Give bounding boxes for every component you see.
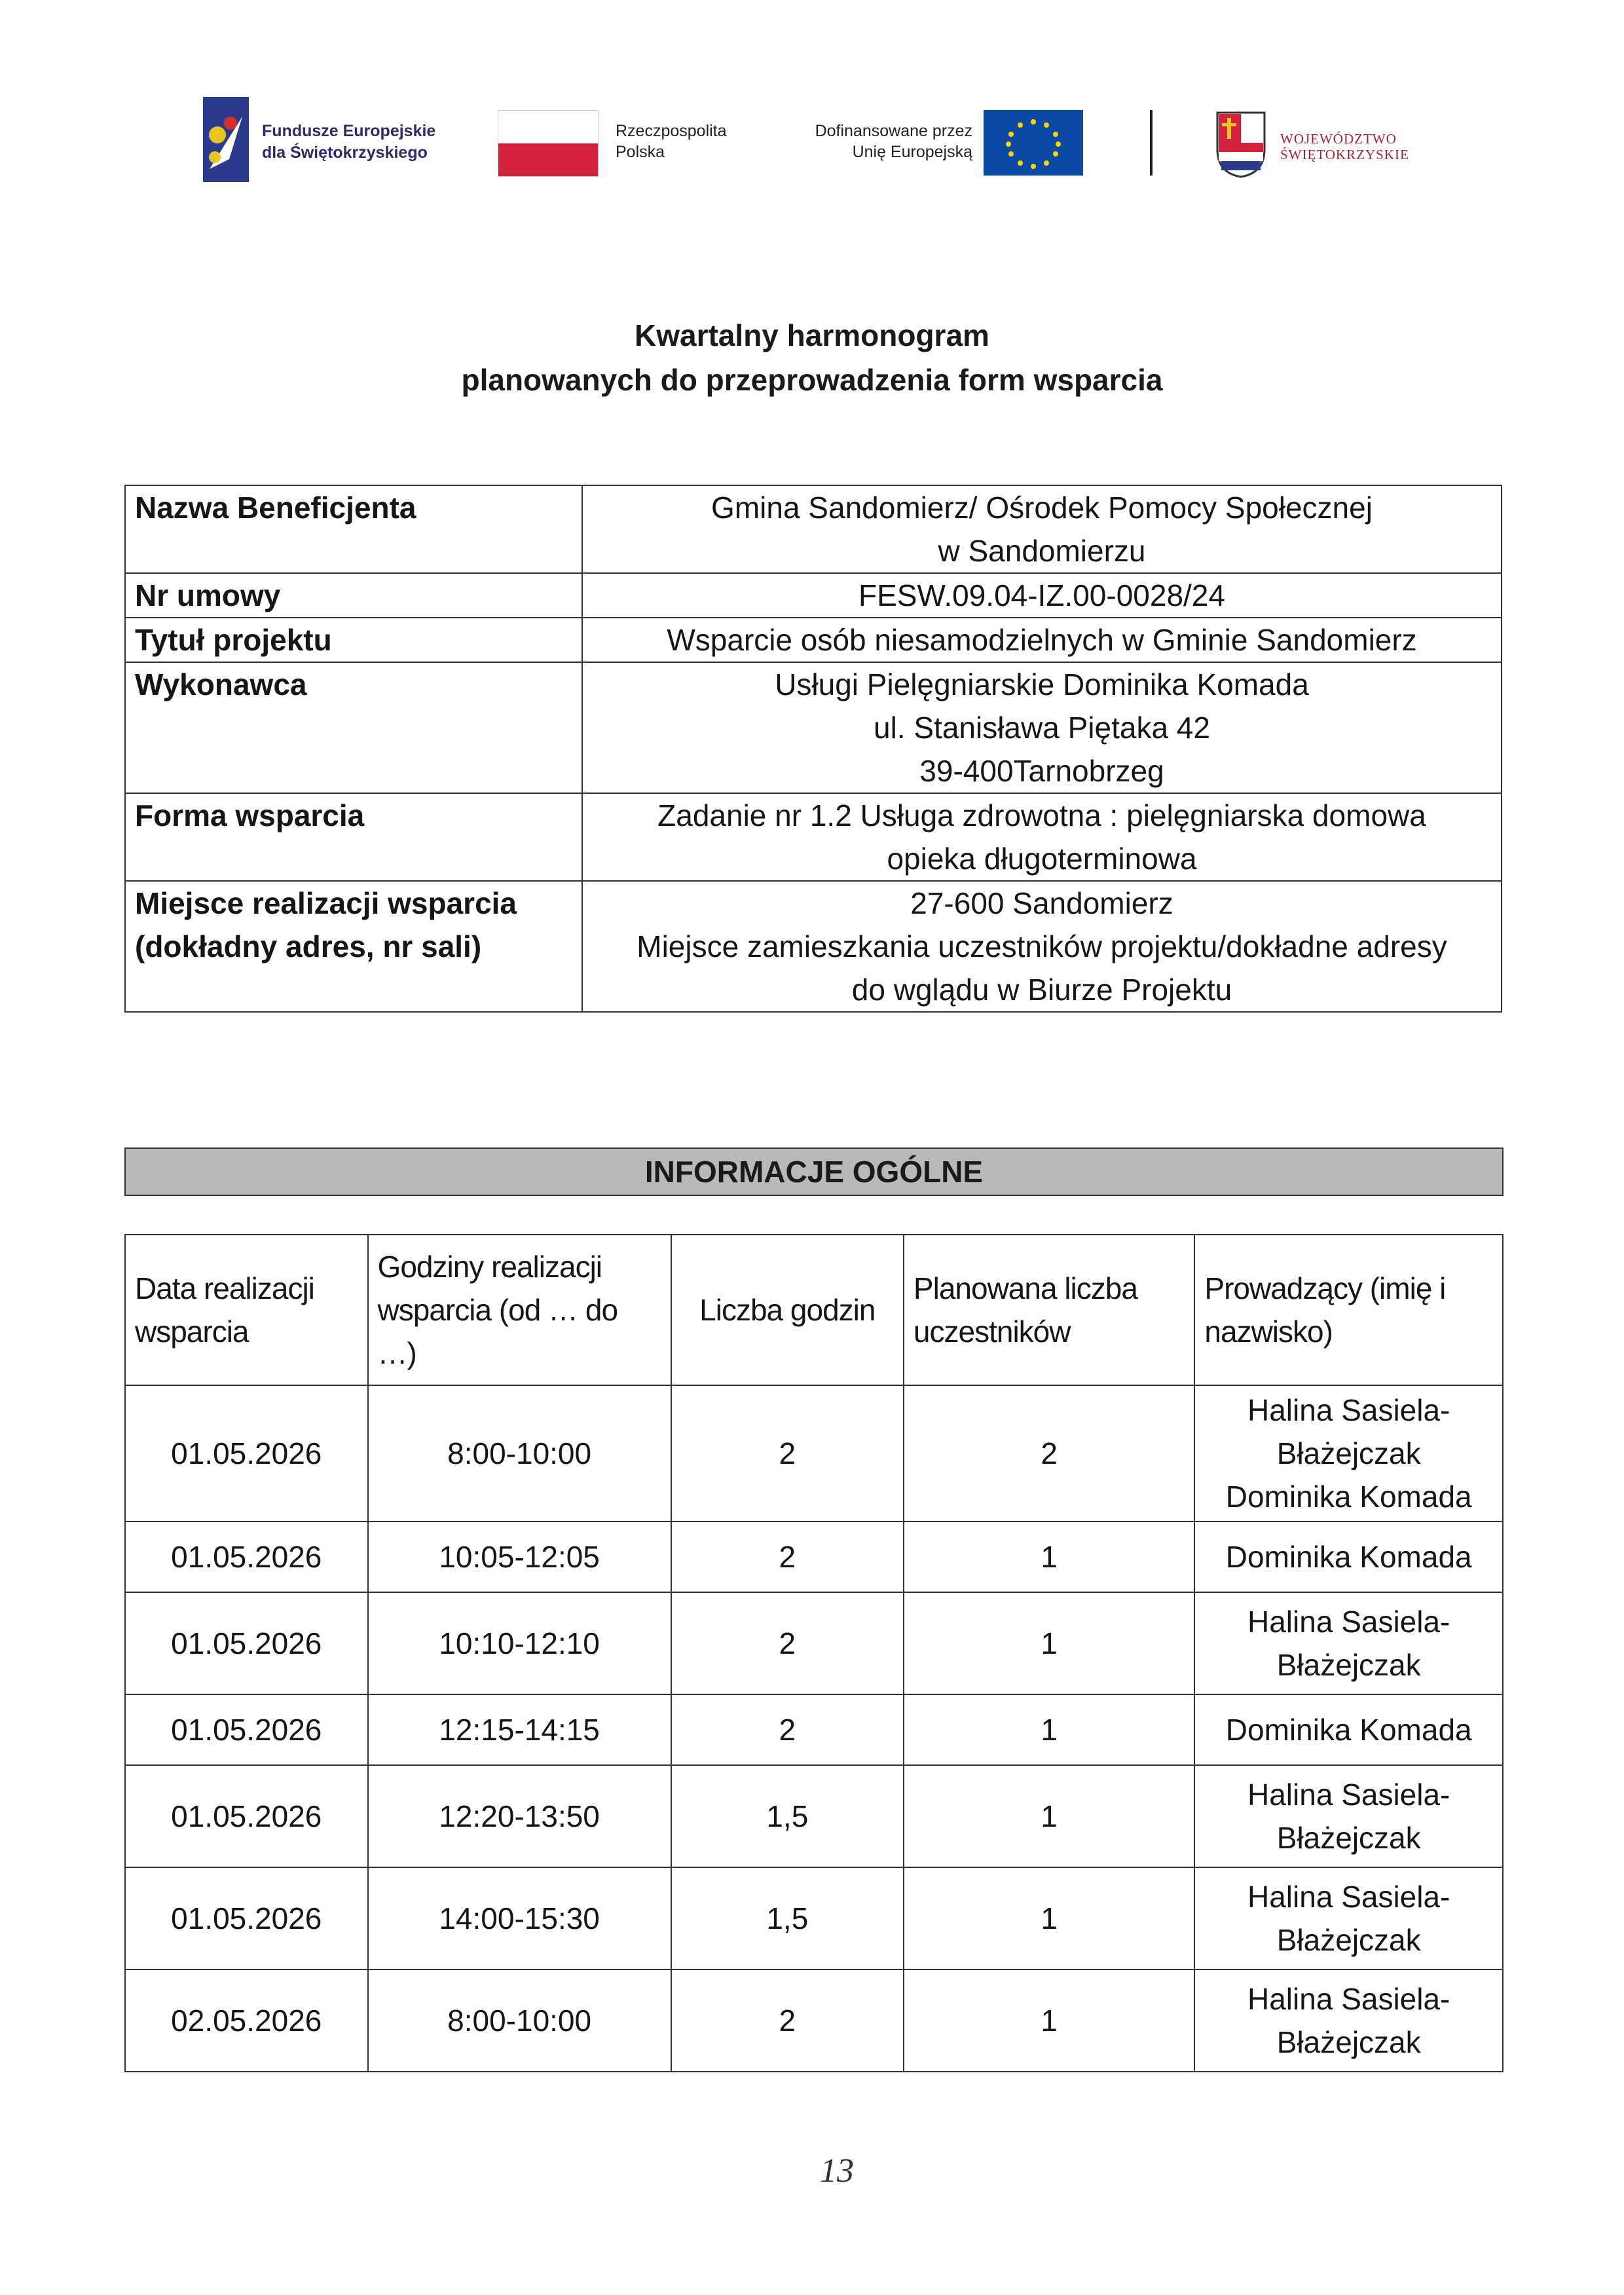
leader-name-line: Błażejczak xyxy=(1276,1648,1421,1682)
schedule-row xyxy=(125,1969,1503,2072)
fe-line2: dla Świętokrzyskiego xyxy=(262,143,428,162)
info-value-line: opieka długoterminowa xyxy=(887,842,1197,876)
schedule-count-cell: 2 xyxy=(671,1385,904,1521)
schedule-count-cell: 2 xyxy=(671,1592,904,1694)
info-value-line: Zadanie nr 1.2 Usługa zdrowotna : pielęgniarska domowa xyxy=(657,798,1426,832)
info-value-line: Wsparcie osób niesamodzielnych w Gminie Sandomierz xyxy=(667,623,1417,657)
schedule-leader-cell xyxy=(1194,1867,1503,1969)
document-title xyxy=(0,313,1624,402)
schedule-participants-cell: 1 xyxy=(904,1867,1194,1969)
schedule-participants-cell: 2 xyxy=(904,1385,1194,1521)
schedule-hours-cell: 8:00-10:00 xyxy=(368,1385,671,1521)
schedule-count-cell: 2 xyxy=(671,1521,904,1592)
schedule-participants-cell: 1 xyxy=(904,1521,1194,1592)
eu-logo xyxy=(783,110,1090,182)
wojewodztwo-logo xyxy=(1215,110,1424,182)
schedule-leader-cell xyxy=(1194,1385,1503,1521)
header-date: Data realizacji wsparcia xyxy=(125,1235,368,1385)
title-line2: planowanych do przeprowadzenia form wsparcia xyxy=(461,363,1163,397)
schedule-count-cell: 1,5 xyxy=(671,1765,904,1867)
schedule-participants-cell: 1 xyxy=(904,1592,1194,1694)
ue-line2: Unię Europejską xyxy=(852,143,972,161)
schedule-count-cell: 1,5 xyxy=(671,1867,904,1969)
schedule-leader-cell xyxy=(1194,1592,1503,1694)
info-value-line: Miejsce zamieszkania uczestników projektu/dokładne adresy xyxy=(637,929,1447,963)
schedule-participants-cell: 1 xyxy=(904,1694,1194,1765)
info-value-line: 27-600 Sandomierz xyxy=(910,886,1173,920)
info-label: Nazwa Beneficjenta xyxy=(125,485,582,573)
schedule-row xyxy=(125,1867,1503,1969)
info-value-line: FESW.09.04-IZ.00-0028/24 xyxy=(858,578,1225,612)
rp-line2: Polska xyxy=(616,143,665,161)
schedule-date-cell: 01.05.2026 xyxy=(125,1765,368,1867)
info-row xyxy=(125,881,1502,1012)
schedule-row xyxy=(125,1765,1503,1867)
schedule-leader-cell xyxy=(1194,1765,1503,1867)
schedule-count-cell: 2 xyxy=(671,1969,904,2072)
schedule-hours-cell: 12:20-13:50 xyxy=(368,1765,671,1867)
info-row xyxy=(125,573,1502,618)
info-label: Miejsce realizacji wsparcia (dokładny adres, nr sali) xyxy=(125,881,582,1012)
header-count: Liczba godzin xyxy=(671,1235,904,1385)
info-value xyxy=(582,793,1502,881)
schedule-date-cell: 01.05.2026 xyxy=(125,1385,368,1521)
info-value xyxy=(582,573,1502,618)
schedule-leader-cell xyxy=(1194,1521,1503,1592)
info-value-line: ul. Stanisława Piętaka 42 xyxy=(874,711,1210,745)
info-value-line: 39-400Tarnobrzeg xyxy=(919,754,1164,788)
schedule-hours-cell: 14:00-15:30 xyxy=(368,1867,671,1969)
info-value xyxy=(582,662,1502,793)
leader-name-line: Halina Sasiela- xyxy=(1247,1393,1450,1427)
info-value-line: w Sandomierzu xyxy=(938,534,1146,568)
schedule-header-row xyxy=(125,1235,1503,1385)
schedule-row xyxy=(125,1592,1503,1694)
leader-name-line: Błażejczak xyxy=(1276,1821,1421,1855)
fe-line1: Fundusze Europejskie xyxy=(262,122,436,140)
schedule-leader-cell xyxy=(1194,1969,1503,2072)
polish-flag-icon xyxy=(498,110,599,177)
info-value-line: do wglądu w Biurze Projektu xyxy=(851,973,1232,1007)
sw-line1: WOJEWÓDZTWO xyxy=(1280,131,1397,147)
info-value xyxy=(582,485,1502,573)
info-table xyxy=(124,485,1502,1013)
schedule-participants-cell: 1 xyxy=(904,1765,1194,1867)
info-value-line: Gmina Sandomierz/ Ośrodek Pomocy Społecznej xyxy=(711,491,1373,525)
schedule-hours-cell: 10:10-12:10 xyxy=(368,1592,671,1694)
info-value xyxy=(582,618,1502,662)
info-label: Wykonawca xyxy=(125,662,582,793)
schedule-hours-cell: 10:05-12:05 xyxy=(368,1521,671,1592)
info-row xyxy=(125,485,1502,573)
logo-separator xyxy=(1150,110,1153,176)
leader-name-line: Halina Sasiela- xyxy=(1247,1605,1450,1639)
info-value-line: Usługi Pielęgniarskie Dominika Komada xyxy=(775,667,1309,701)
schedule-row xyxy=(125,1385,1503,1521)
header-leader: Prowadzący (imię i nazwisko) xyxy=(1194,1235,1503,1385)
leader-name-line: Halina Sasiela- xyxy=(1247,1880,1450,1914)
schedule-hours-cell: 12:15-14:15 xyxy=(368,1694,671,1765)
schedule-date-cell: 02.05.2026 xyxy=(125,1969,368,2072)
leader-name-line: Dominika Komada xyxy=(1225,1480,1472,1514)
info-row xyxy=(125,618,1502,662)
schedule-table xyxy=(124,1234,1504,2072)
header-hours: Godziny realizacji wsparcia (od … do …) xyxy=(368,1235,671,1385)
schedule-row xyxy=(125,1521,1503,1592)
leader-name-line: Błażejczak xyxy=(1276,1923,1421,1957)
leader-name-line: Dominika Komada xyxy=(1225,1713,1472,1747)
sw-line2: ŚWIĘTOKRZYSKIE xyxy=(1280,147,1409,162)
fundusze-europejskie-logo xyxy=(203,97,478,189)
title-line1: Kwartalny harmonogram xyxy=(635,318,989,352)
leader-name-line: Błażejczak xyxy=(1276,1436,1421,1470)
info-label: Forma wsparcia xyxy=(125,793,582,881)
schedule-date-cell: 01.05.2026 xyxy=(125,1867,368,1969)
rzeczpospolita-logo xyxy=(498,110,760,182)
eu-flag-icon xyxy=(984,110,1083,176)
section-title: INFORMACJE OGÓLNE xyxy=(124,1148,1504,1196)
ue-line1: Dofinansowane przez xyxy=(815,122,972,140)
schedule-count-cell: 2 xyxy=(671,1694,904,1765)
schedule-date-cell: 01.05.2026 xyxy=(125,1694,368,1765)
rp-line1: Rzeczpospolita xyxy=(616,122,727,140)
schedule-participants-cell: 1 xyxy=(904,1969,1194,2072)
page-number-handwritten: 13 xyxy=(820,2152,854,2190)
logo-bar xyxy=(203,97,1421,189)
info-value xyxy=(582,881,1502,1012)
leader-name-line: Błażejczak xyxy=(1276,2025,1421,2059)
info-label: Nr umowy xyxy=(125,573,582,618)
fe-star-icon xyxy=(203,97,249,182)
schedule-leader-cell xyxy=(1194,1694,1503,1765)
info-row xyxy=(125,793,1502,881)
info-label: Tytuł projektu xyxy=(125,618,582,662)
coat-of-arms-icon xyxy=(1215,110,1267,179)
leader-name-line: Halina Sasiela- xyxy=(1247,1778,1450,1812)
header-participants: Planowana liczba uczestników xyxy=(904,1235,1194,1385)
schedule-row xyxy=(125,1694,1503,1765)
schedule-hours-cell: 8:00-10:00 xyxy=(368,1969,671,2072)
leader-name-line: Dominika Komada xyxy=(1225,1540,1472,1574)
schedule-date-cell: 01.05.2026 xyxy=(125,1592,368,1694)
schedule-date-cell: 01.05.2026 xyxy=(125,1521,368,1592)
leader-name-line: Halina Sasiela- xyxy=(1247,1982,1450,2016)
info-row xyxy=(125,662,1502,793)
